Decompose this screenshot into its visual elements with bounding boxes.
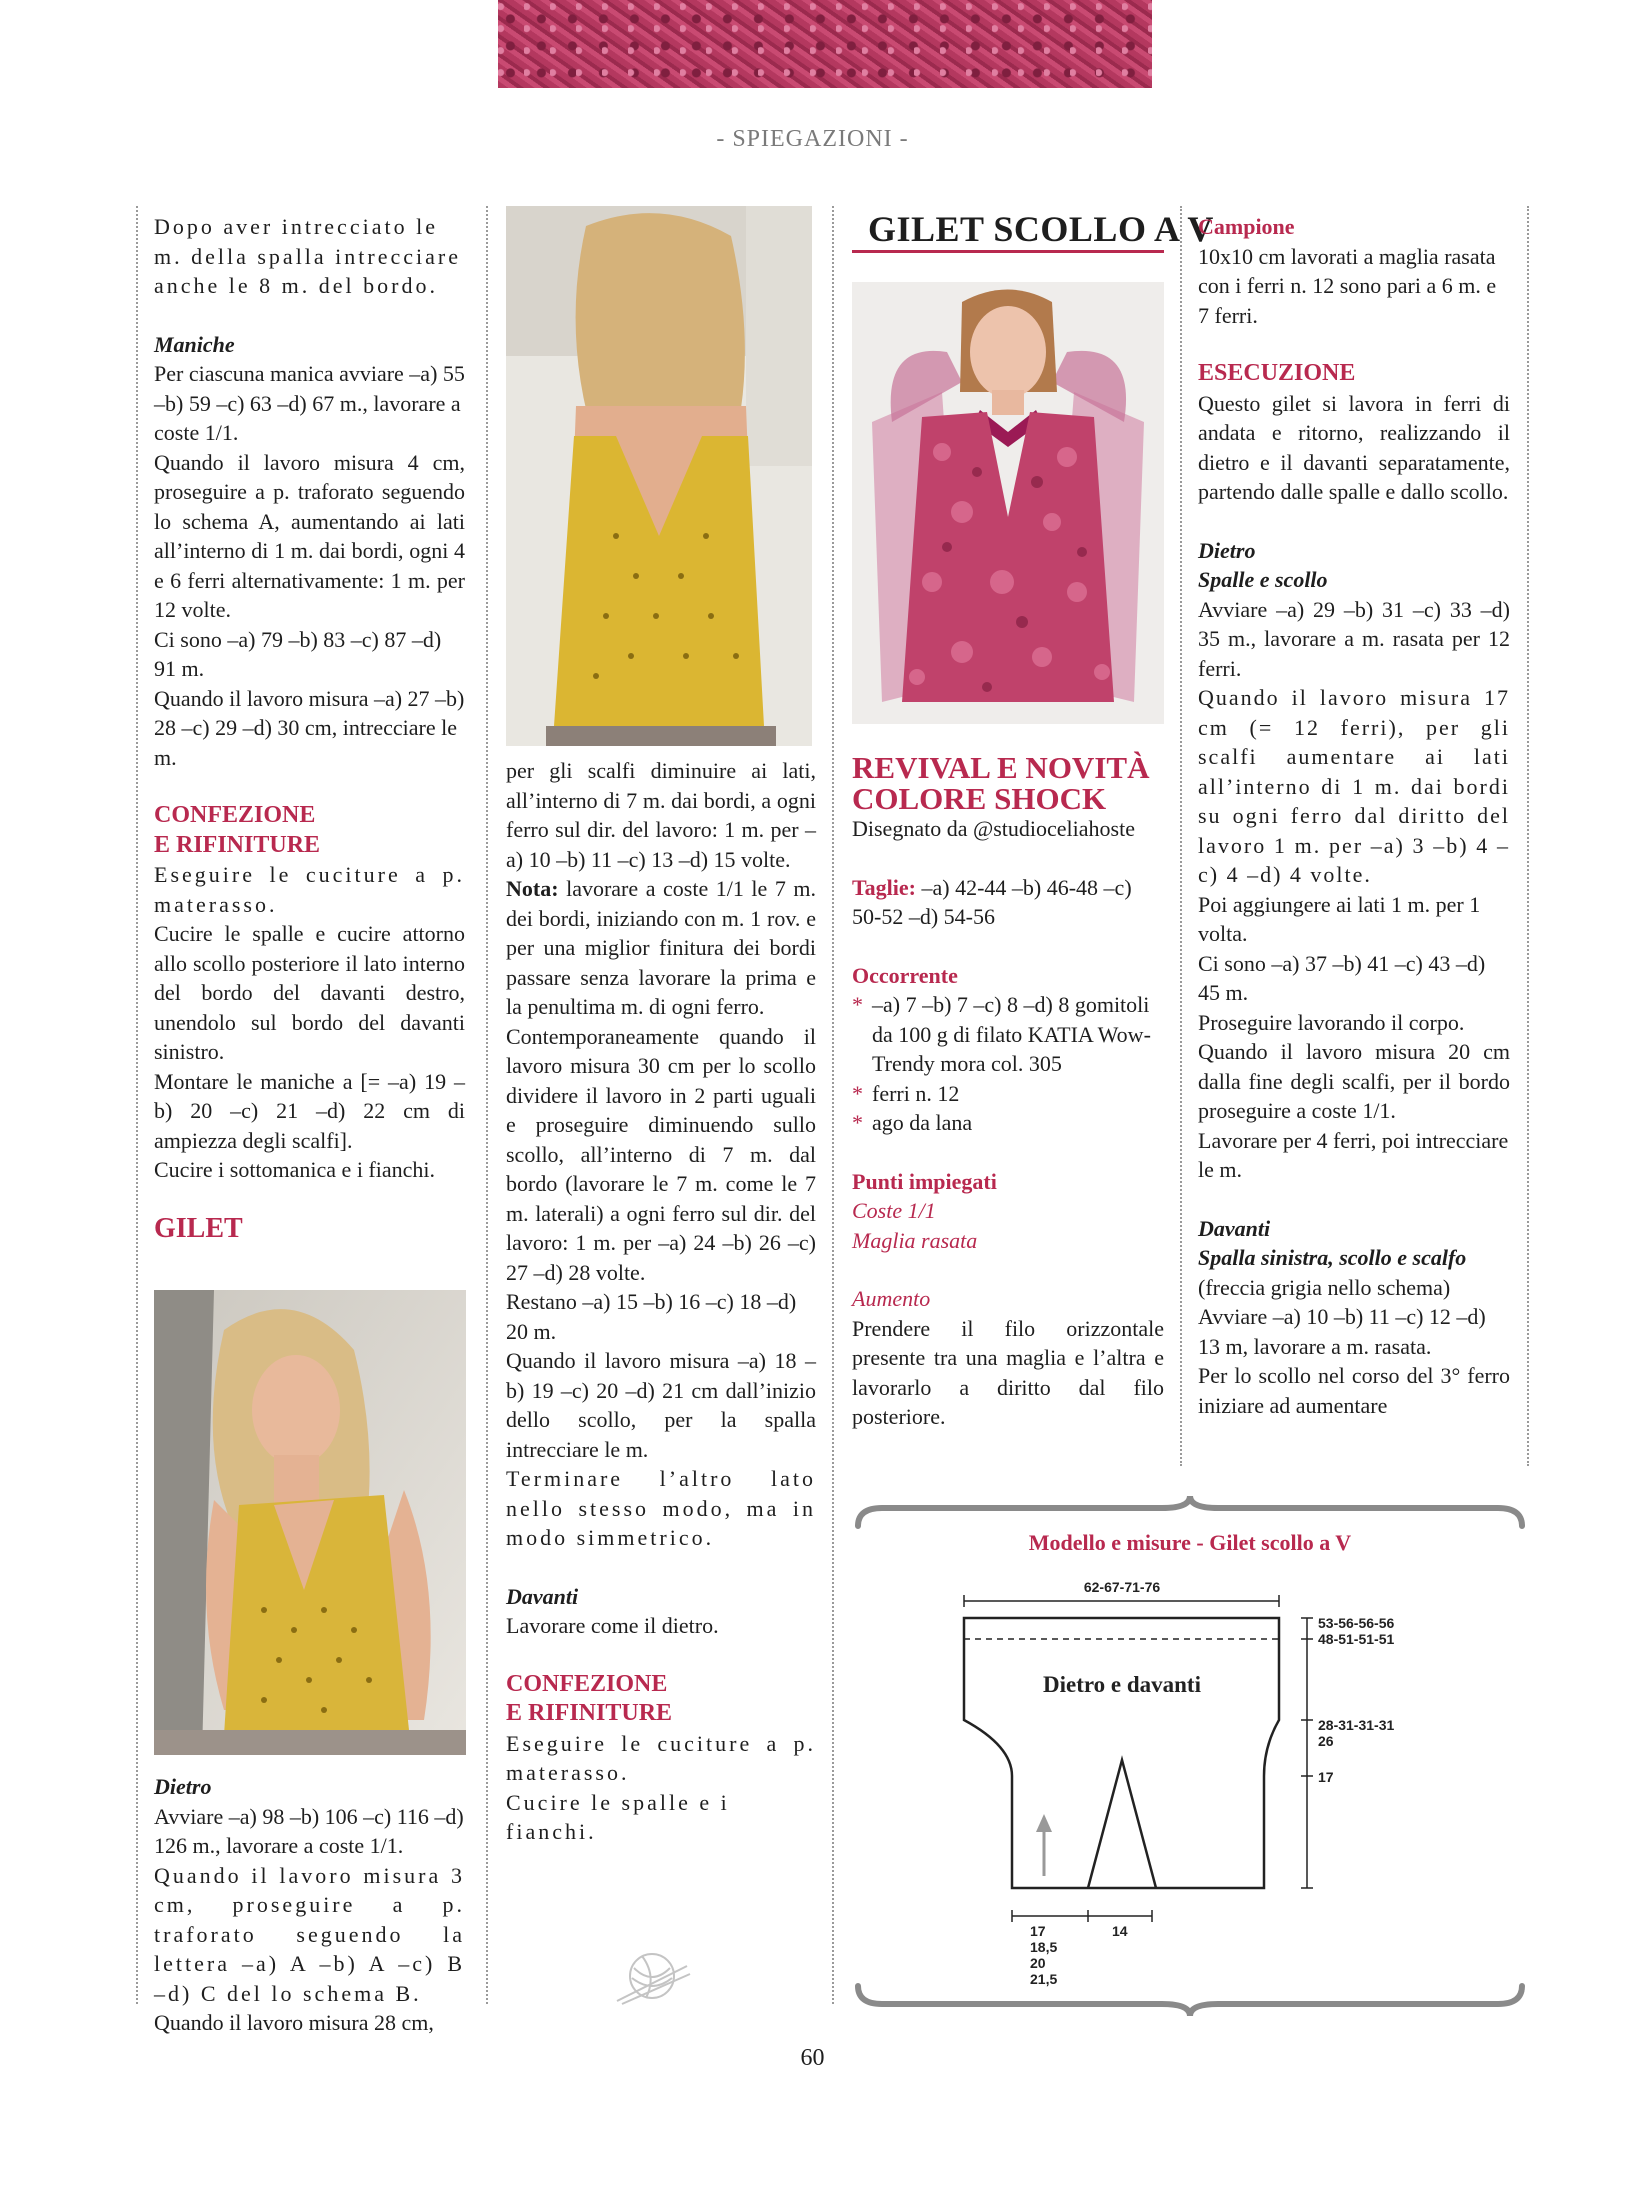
column-3	[852, 752, 1164, 1432]
davanti-heading: Davanti	[1198, 1215, 1271, 1241]
designer-credit: Disegnato da @studioceliahoste	[852, 816, 1135, 841]
punti-heading: Punti impiegati	[852, 1168, 997, 1194]
yarn-ball-icon	[612, 1946, 692, 2006]
measure-bottom-5: 14	[1112, 1923, 1128, 1939]
nota-label: Nota:	[506, 876, 559, 901]
paragraph: Per lo scollo nel corso del 3° ferro iniziare ad aumentare	[1198, 1363, 1510, 1418]
measure-right-4: 26	[1318, 1733, 1334, 1749]
list-item-text: ferri n. 12	[872, 1080, 960, 1106]
dietro-heading: Dietro	[154, 1774, 212, 1799]
knitting-direction-arrow-icon	[1036, 1814, 1052, 1832]
list-item	[852, 1108, 1164, 1138]
photo-pink-gilet	[852, 282, 1164, 724]
measure-right-5: 17	[1318, 1769, 1334, 1785]
paragraph: Avviare –a) 10 –b) 11 –c) 12 –d) 13 m, lavorare a m. rasata.	[1198, 1304, 1486, 1359]
paragraph: Terminare l’altro lato nello stesso modo, ma in modo simmetrico.	[506, 1466, 816, 1550]
stitch-item: Maglia rasata	[852, 1227, 978, 1253]
confezione-heading-line2: E RIFINITURE	[154, 831, 321, 858]
paragraph: Quando il lavoro misura 28 cm,	[154, 2010, 434, 2035]
column-divider	[136, 206, 138, 2004]
paragraph: Quando il lavoro misura –a) 18 –b) 19 –c) 20 –d) 21 cm dall’inizio dello scollo, per la spalla intrecciare le m.	[506, 1348, 816, 1462]
dietro-heading: Dietro	[1198, 537, 1256, 563]
paragraph: Cucire i sottomanica e i fianchi.	[154, 1157, 436, 1182]
paragraph: Ci sono –a) 79 –b) 83 –c) 87 –d) 91 m.	[154, 626, 442, 681]
maniche-heading: Maniche	[154, 331, 235, 357]
list-item	[852, 990, 1164, 1079]
piece-label: Dietro e davanti	[1042, 1672, 1202, 1697]
v-neck-shape	[1088, 1760, 1156, 1888]
column-1	[154, 212, 465, 1243]
column-divider	[1527, 206, 1529, 1466]
photo-yellow-top-front	[154, 1290, 466, 1755]
column-4	[1198, 212, 1510, 1420]
paragraph: Quando il lavoro misura –a) 27 –b) 28 –c) 29 –d) 30 cm, intrecciare le m.	[154, 685, 465, 770]
list-item-text: –a) 7 –b) 7 –c) 8 –d) 8 gomitoli da 100 g di filato KATIA Wow-Trendy mora col. 305	[872, 992, 1151, 1076]
fur-texture-banner	[498, 0, 1152, 88]
davanti-heading: Davanti	[506, 1583, 579, 1609]
confezione-heading: CONFEZIONE	[506, 1670, 668, 1697]
list-item	[852, 1079, 1164, 1109]
measure-right-3: 28-31-31-31	[1318, 1717, 1395, 1733]
measure-bottom-4: 21,5	[1030, 1971, 1058, 1987]
confezione-heading-line2: E RIFINITURE	[506, 1700, 673, 1726]
stitch-item: Coste 1/1	[852, 1198, 936, 1223]
bullet-star-icon: *	[852, 1080, 863, 1106]
pattern-title: GILET SCOLLO A V	[868, 209, 1214, 249]
column-2	[506, 756, 816, 1847]
spalle-heading: Spalle e scollo	[1198, 567, 1328, 592]
paragraph: (freccia grigia nello schema)	[1198, 1274, 1451, 1300]
esecuzione-heading: ESECUZIONE	[1198, 360, 1356, 386]
bullet-star-icon: *	[852, 992, 863, 1017]
page-number: 60	[800, 2045, 825, 2071]
paragraph: Avviare –a) 98 –b) 106 –c) 116 –d) 126 m., lavorare a coste 1/1.	[154, 1803, 464, 1858]
paragraph: Restano –a) 15 –b) 16 –c) 18 –d) 20 m.	[506, 1289, 797, 1344]
confezione-heading: CONFEZIONE	[154, 802, 316, 828]
paragraph: Cucire le spalle e i fianchi.	[506, 1789, 730, 1844]
column-1-bottom	[154, 1772, 465, 2038]
measure-right-2: 48-51-51-51	[1318, 1631, 1395, 1647]
nota-text: lavorare a coste 1/1 le 7 m. dei bordi, iniziando con m. 1 rov. e per una miglior finitura dei bordi passare senza lavorare la prima e la penultima m. di ogni ferro.	[506, 876, 816, 1019]
column-divider	[832, 206, 834, 2004]
paragraph: Questo gilet si lavora in ferri di andata e ritorno, realizzando il dietro e il davanti separatamente, partendo dalle spalle e dallo scollo.	[1198, 390, 1510, 504]
feature-headline-line2: COLORE SHOCK	[852, 781, 1107, 816]
list-item-text: ago da lana	[872, 1110, 973, 1135]
paragraph: Eseguire le cuciture a p. materasso.	[154, 862, 465, 917]
paragraph: Per ciascuna manica avviare –a) 55 –b) 59 –c) 63 –d) 67 m., lavorare a coste 1/1.	[154, 361, 465, 445]
paragraph: Lavorare per 4 ferri, poi intrecciare le m.	[1198, 1127, 1509, 1182]
taglie-text: –a) 42-44 –b) 46-48 –c) 50-52 –d) 54-56	[852, 874, 1132, 929]
paragraph: Ci sono –a) 37 –b) 41 –c) 43 –d) 45 m.	[1198, 950, 1486, 1005]
paragraph: 10x10 cm lavorati a maglia rasata con i ferri n. 12 sono pari a 6 m. e 7 ferri.	[1198, 243, 1497, 328]
paragraph: Avviare –a) 29 –b) 31 –c) 33 –d) 35 m., lavorare a m. rasata per 12 ferri.	[1198, 596, 1510, 681]
paragraph: Dopo aver intrecciato le m. della spalla intrecciare anche le 8 m. del bordo.	[154, 214, 461, 298]
paragraph: Poi aggiungere ai lati 1 m. per 1 volta.	[1198, 891, 1481, 946]
measure-top-width: 62-67-71-76	[1083, 1579, 1161, 1595]
gilet-heading: GILET	[154, 1212, 243, 1244]
section-header: - SPIEGAZIONI -	[716, 126, 909, 152]
measure-bottom-2: 18,5	[1030, 1939, 1058, 1955]
paragraph: Quando il lavoro misura 17 cm (= 12 ferri), per gli scalfi aumentare ai lati all’interno di 1 m. dai bordi su ogni ferro dal diritto del lavoro 1 m. per –a) 3 –b) 4 –c) 4 –d) 4 volte.	[1198, 685, 1510, 887]
garment-outline	[964, 1618, 1279, 1888]
paragraph: Proseguire lavorando il corpo.	[1198, 1009, 1465, 1035]
measure-bottom-1: 17	[1030, 1923, 1046, 1939]
measurement-schematic	[852, 1496, 1528, 2016]
paragraph: Quando il lavoro misura 20 cm dalla fine degli scalfi, per il bordo proseguire a coste 1/1.	[1198, 1039, 1510, 1123]
measure-bottom-3: 20	[1030, 1955, 1046, 1971]
paragraph: Quando il lavoro misura 4 cm, proseguire a p. traforato seguendo lo schema A, aumentando ai lati all’interno di 1 m. dai bordi, ogni 4 e 6 ferri alternativamente: 1 m. per 12 volte.	[154, 449, 465, 622]
taglie-label: Taglie:	[852, 874, 916, 900]
paragraph: Contemporaneamente quando il lavoro misura 30 cm per lo scollo dividere il lavoro in 2 parti uguali e proseguire diminuendo sullo scollo, all’interno di 7 m. dal bordo (lavorare le 7 m. come le 7 m. laterali) a ogni ferro sul dir. del lavoro: 1 m. per –a) 24 –b) 26 –c) 27 –d) 28 volte.	[506, 1023, 816, 1285]
paragraph: Quando il lavoro misura 3 cm, proseguire a p. traforato seguendo la lettera –a) A –b) A –c) B –d) C del lo schema B.	[154, 1862, 465, 2006]
photo-yellow-top-back	[506, 206, 812, 746]
bullet-star-icon: *	[852, 1110, 863, 1135]
column-divider	[486, 206, 488, 2004]
paragraph	[506, 874, 816, 1022]
paragraph: Eseguire le cuciture a p. materasso.	[506, 1730, 816, 1785]
column-divider	[1180, 206, 1182, 1466]
schematic-title: Modello e misure - Gilet scollo a V	[1028, 1530, 1352, 1555]
campione-heading: Campione	[1198, 214, 1295, 239]
paragraph: Cucire le spalle e cucire attorno allo scollo posteriore il lato interno del bordo del davanti destro, unendolo sul bordo del davanti sinistro.	[154, 921, 465, 1064]
aumento-heading: Aumento	[852, 1286, 931, 1311]
paragraph: Prendere il filo orizzontale presente tra una maglia e l’altra e lavorarlo a diritto dal filo posteriore.	[852, 1315, 1164, 1429]
spalla-heading: Spalla sinistra, scollo e scalfo	[1198, 1245, 1467, 1270]
title-underline	[852, 250, 1164, 253]
measure-right-1: 53-56-56-56	[1318, 1615, 1395, 1631]
paragraph: per gli scalfi diminuire ai lati, all’interno di 7 m. dai bordi, a ogni ferro sul dir. del lavoro: 1 m. per –a) 10 –b) 11 –c) 13 –d) 15 volte.	[506, 758, 816, 872]
paragraph: Lavorare come il dietro.	[506, 1613, 719, 1638]
feature-headline: REVIVAL E NOVITÀ	[852, 750, 1150, 785]
sizes	[852, 873, 1164, 932]
paragraph: Montare le maniche a [= –a) 19 –b) 20 –c) 21 –d) 22 cm di ampiezza degli scalfi].	[154, 1068, 465, 1153]
occorrente-heading: Occorrente	[852, 962, 958, 988]
